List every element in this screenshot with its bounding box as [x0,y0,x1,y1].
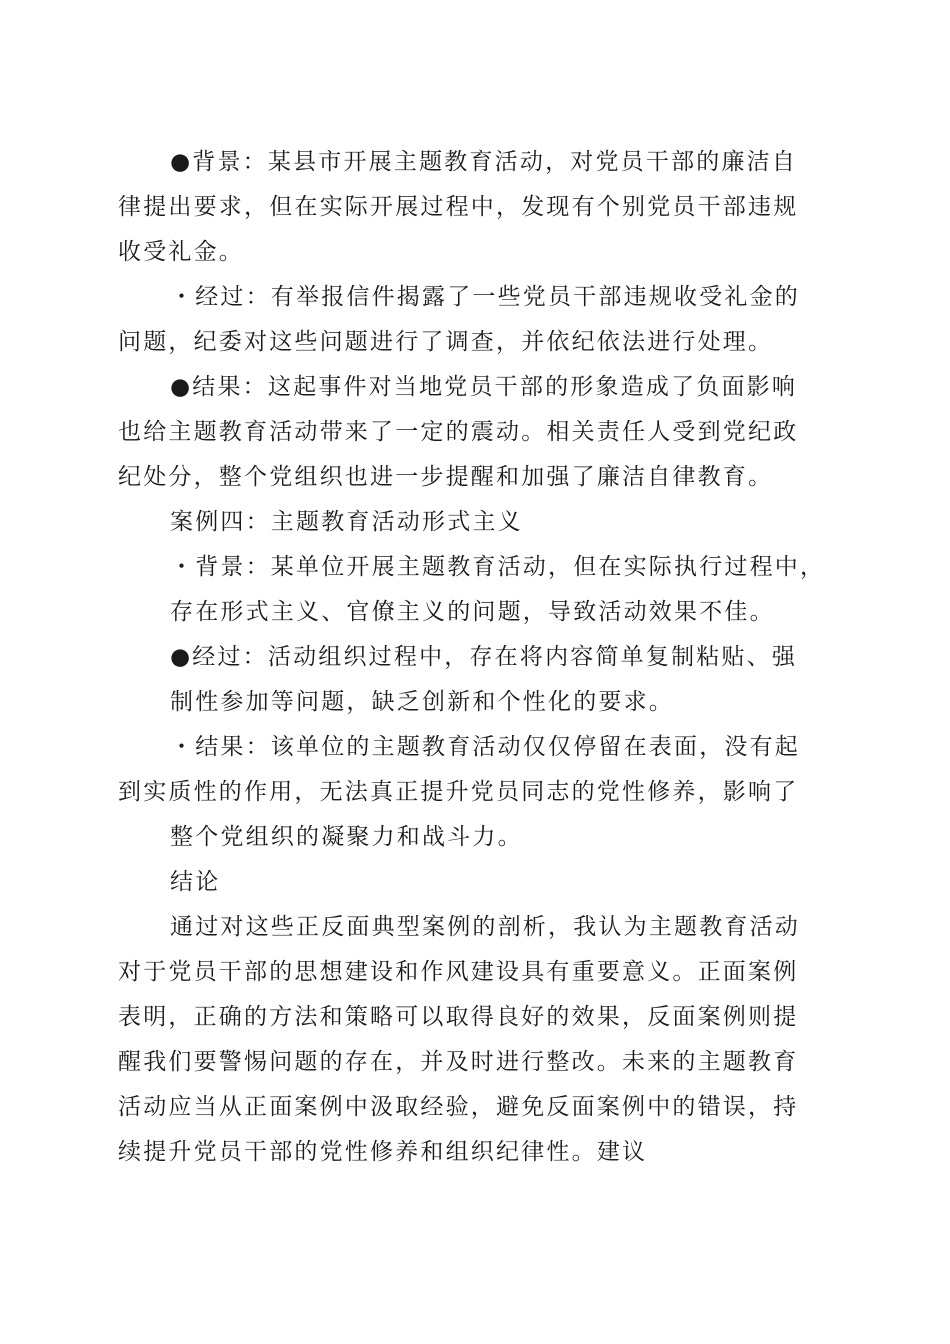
text-line: ●背景：某县市开展主题教育活动，对党员干部的廉洁自 [170,149,798,175]
text-line: 也给主题教育活动带来了一定的震动。相关责任人受到党纪政 [118,419,799,445]
text-line: 到实质性的作用，无法真正提升党员同志的党性修养，影响了 [118,779,799,805]
text-line: 通过对这些正反面典型案例的剖析，我认为主题教育活动 [170,914,800,940]
text-line: ・经过：有举报信件揭露了一些党员干部违规收受礼金的 [170,284,800,310]
text-line: ●经过：活动组织过程中，存在将内容简单复制粘贴、强 [170,644,798,670]
text-line: 醒我们要警惕问题的存在，并及时进行整改。未来的主题教育 [118,1049,799,1075]
text-line: 表明，正确的方法和策略可以取得良好的效果，反面案例则提 [118,1004,799,1030]
text-line: 整个党组织的凝聚力和战斗力。 [170,824,523,850]
text-line: 存在形式主义、官僚主义的问题，导致活动效果不佳。 [170,599,775,625]
text-line: ・背景：某单位开展主题教育活动，但在实际执行过程中， [170,554,826,580]
text-line: 制性参加等问题，缺乏创新和个性化的要求。 [170,689,674,715]
text-line: 对于党员干部的思想建设和作风建设具有重要意义。正面案例 [118,959,799,985]
text-line: 问题，纪委对这些问题进行了调查，并依纪依法进行处理。 [118,329,774,355]
section-heading: 案例四：主题教育活动形式主义 [170,509,523,535]
text-line: 律提出要求，但在实际开展过程中，发现有个别党员干部违规 [118,194,799,220]
text-line: ・结果：该单位的主题教育活动仅仅停留在表面，没有起 [170,734,800,760]
text-line: 纪处分，整个党组织也进一步提醒和加强了廉洁自律教育。 [118,464,774,490]
text-line: ●结果：这起事件对当地党员干部的形象造成了负面影响 [170,374,798,400]
text-line: 收受礼金。 [118,239,244,265]
text-line: 续提升党员干部的党性修养和组织纪律性。建议 [118,1139,648,1165]
text-line: 活动应当从正面案例中汲取经验，避免反面案例中的错误，持 [118,1094,799,1120]
section-heading: 结论 [170,869,221,895]
